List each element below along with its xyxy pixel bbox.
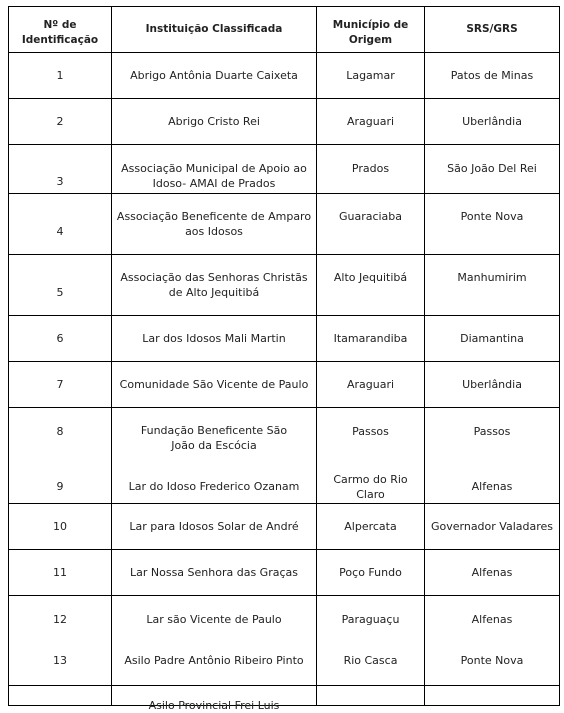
header-institution: Instituição Classificada — [112, 7, 317, 53]
cell-id-13: 13 — [53, 654, 67, 667]
cell-id: 1 — [9, 53, 112, 99]
cell-municipality — [317, 686, 425, 706]
cell-id: 6 — [9, 316, 112, 362]
cell-municipality — [317, 596, 425, 686]
cell-institution-8: Fundação Beneficente São João da Escócia — [140, 424, 288, 452]
cell-institution-13: Asilo Padre Antônio Ribeiro Pinto — [124, 654, 304, 667]
cell-municipality-9: Carmo do Rio Claro — [333, 473, 408, 501]
cell-municipality — [317, 408, 425, 504]
cell-municipality: Prados — [317, 145, 425, 194]
table-row — [9, 550, 560, 596]
cell-srs: Uberlândia — [425, 99, 560, 145]
table-row — [9, 504, 560, 550]
table-row — [9, 53, 560, 99]
header-srs: SRS/GRS — [425, 7, 560, 53]
table-row — [9, 408, 560, 504]
cell-id-12: 12 — [53, 613, 67, 626]
cell-municipality: Poço Fundo — [317, 550, 425, 596]
cell-institution — [112, 596, 317, 686]
cell-srs: Alfenas — [425, 550, 560, 596]
cell-srs-12: Alfenas — [471, 613, 513, 626]
cell-id — [9, 686, 112, 706]
table-header-row — [9, 7, 560, 53]
cell-institution: Lar para Idosos Solar de André — [112, 504, 317, 550]
cell-srs: Manhumirim — [425, 255, 560, 316]
cell-municipality: Alpercata — [317, 504, 425, 550]
cell-id — [9, 408, 112, 504]
table-row — [9, 99, 560, 145]
cell-srs: Uberlândia — [425, 362, 560, 408]
header-municipality: Município de Origem — [317, 7, 425, 53]
table-row — [9, 255, 560, 316]
cell-municipality: Araguari — [317, 99, 425, 145]
cell-municipality-13: Rio Casca — [343, 654, 398, 667]
cell-srs — [425, 596, 560, 686]
cell-institution: Lar dos Idosos Mali Martin — [112, 316, 317, 362]
table-row — [9, 194, 560, 255]
cell-institution: Lar Nossa Senhora das Graças — [112, 550, 317, 596]
cell-id-9: 9 — [56, 480, 64, 493]
cell-srs: São João Del Rei — [425, 145, 560, 194]
table-row — [9, 362, 560, 408]
cell-municipality: Alto Jequitibá — [317, 255, 425, 316]
cell-srs-8: Passos — [473, 425, 511, 438]
cell-srs — [425, 408, 560, 504]
cell-id: 11 — [9, 550, 112, 596]
cell-institution: Associação Municipal de Apoio ao Idoso- AMAI de Prados — [112, 145, 317, 194]
cell-institution: Abrigo Antônia Duarte Caixeta — [112, 53, 317, 99]
cell-srs: Diamantina — [425, 316, 560, 362]
cell-municipality: Araguari — [317, 362, 425, 408]
cell-institution — [112, 408, 317, 504]
cell-srs: Ponte Nova — [425, 194, 560, 255]
cell-institution: Asilo Provincial Frei Luis — [112, 686, 317, 706]
cell-municipality: Lagamar — [317, 53, 425, 99]
cell-municipality-8: Passos — [352, 425, 389, 438]
cell-id: 2 — [9, 99, 112, 145]
cell-srs — [425, 686, 560, 706]
cell-institution: Abrigo Cristo Rei — [112, 99, 317, 145]
cell-srs: Governador Valadares — [425, 504, 560, 550]
cell-srs: Patos de Minas — [425, 53, 560, 99]
cell-municipality-12: Paraguaçu — [341, 613, 400, 626]
header-id: Nº de Identificação — [9, 7, 112, 53]
cell-institution: Associação Beneficente de Amparo aos Idosos — [112, 194, 317, 255]
cell-id: 5 — [9, 255, 112, 316]
cell-municipality: Itamarandiba — [317, 316, 425, 362]
table-row — [9, 145, 560, 194]
cell-id: 3 — [9, 145, 112, 194]
cell-id: 4 — [9, 194, 112, 255]
institutions-table — [8, 6, 560, 712]
cell-id-8: 8 — [56, 425, 64, 438]
cell-institution: Comunidade São Vicente de Paulo — [112, 362, 317, 408]
cell-srs-9: Alfenas — [471, 480, 513, 493]
cell-id: 10 — [9, 504, 112, 550]
table-row — [9, 316, 560, 362]
cell-srs-13: Ponte Nova — [460, 654, 524, 667]
cell-institution-9: Lar do Idoso Frederico Ozanam — [128, 480, 300, 493]
table-row — [9, 596, 560, 686]
cell-id — [9, 596, 112, 686]
cell-institution-12: Lar são Vicente de Paulo — [146, 613, 282, 626]
cell-institution: Associação das Senhoras Christãs de Alto Jequitibá — [112, 255, 317, 316]
cell-municipality: Guaraciaba — [317, 194, 425, 255]
table-row — [9, 686, 560, 712]
cell-id: 7 — [9, 362, 112, 408]
